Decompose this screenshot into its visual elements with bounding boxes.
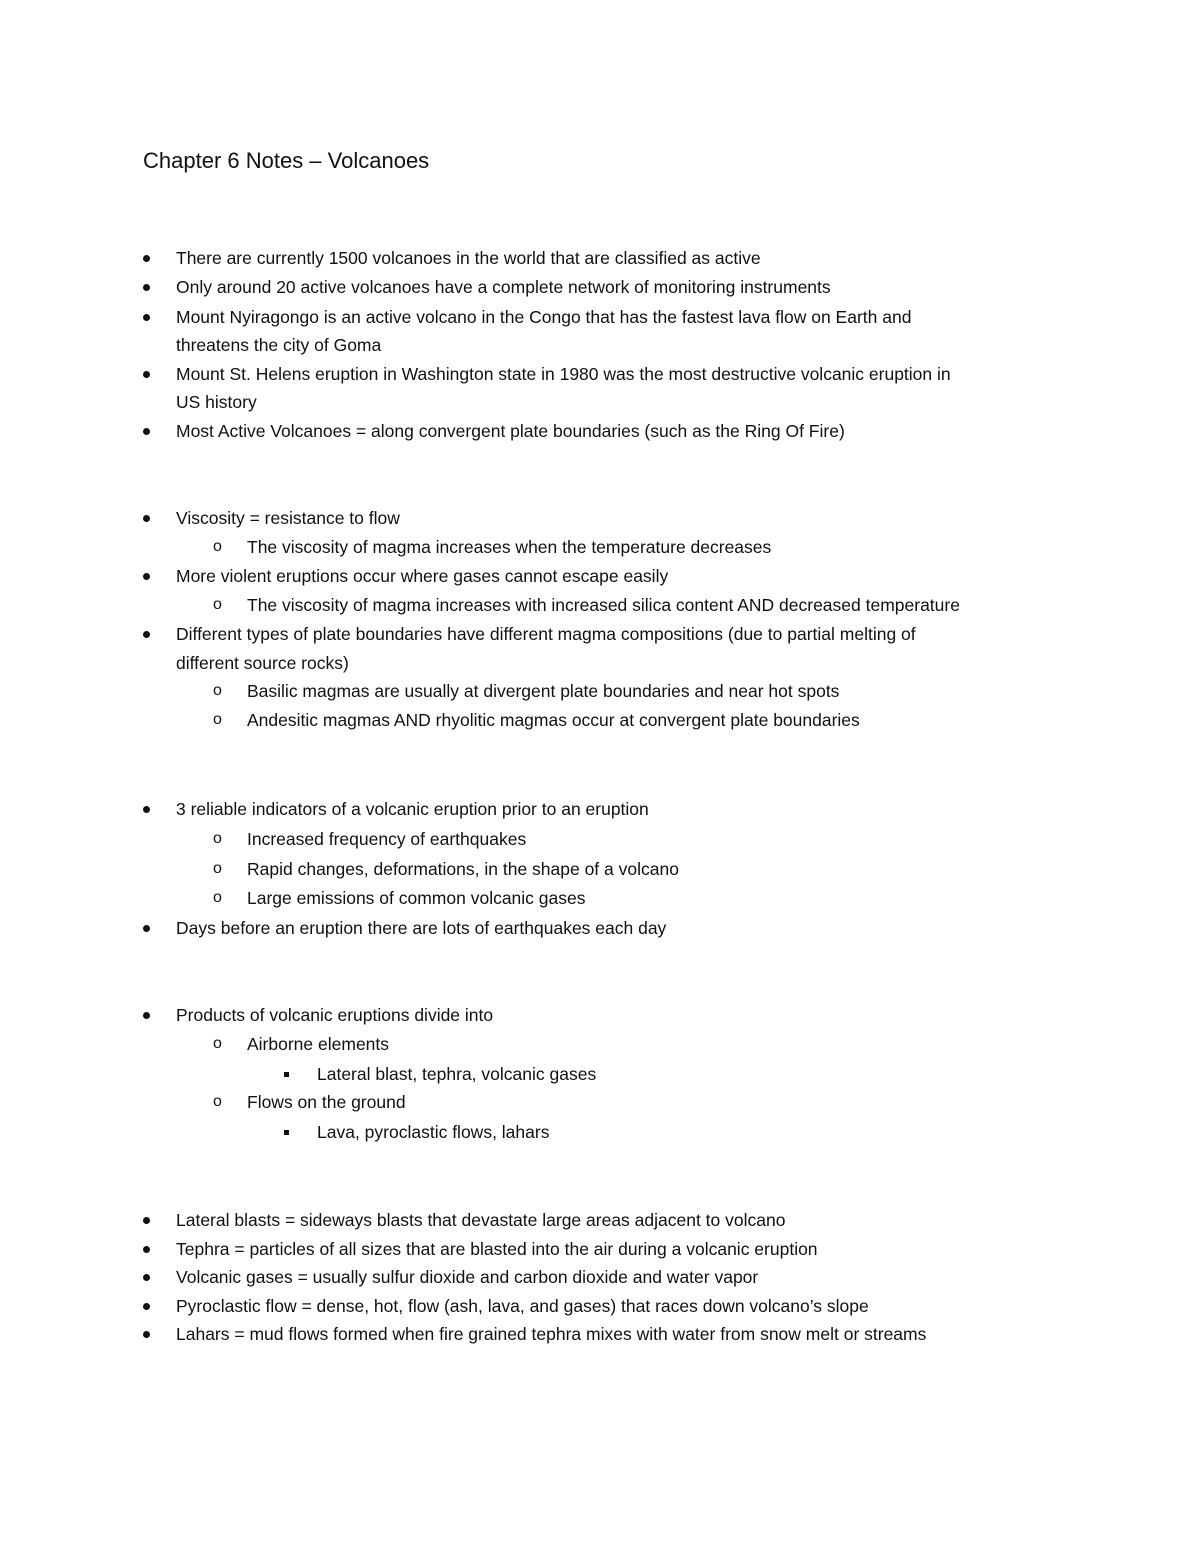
note-line-level-2: Large emissions of common volcanic gases [247, 888, 586, 908]
bullet-dot-icon [143, 419, 153, 443]
note-line-level-1: Pyroclastic flow = dense, hot, flow (ash, lava, and gases) that races down volcano’s slope [176, 1296, 869, 1316]
note-line-level-1: Tephra = particles of all sizes that are blasted into the air during a volcanic eruption [176, 1239, 818, 1259]
bullet-dot-icon [143, 1237, 153, 1261]
note-line-level-2: Andesitic magmas AND rhyolitic magmas occur at convergent plate boundaries [247, 710, 860, 730]
note-line-level-1: Only around 20 active volcanoes have a complete network of monitoring instruments [176, 277, 831, 297]
bullet-dot-icon [143, 1294, 153, 1318]
note-line-level-2: Rapid changes, deformations, in the shape of a volcano [247, 859, 679, 879]
bullet-dot-icon [143, 564, 153, 588]
bullet-dot-icon [143, 506, 153, 530]
note-line-level-1: Lahars = mud flows formed when fire grained tephra mixes with water from snow melt or streams [176, 1324, 927, 1344]
bullet-circle-icon: o [213, 538, 222, 555]
note-line-level-3: Lava, pyroclastic flows, lahars [317, 1122, 550, 1142]
note-line-level-1: There are currently 1500 volcanoes in the world that are classified as active [176, 248, 761, 268]
note-line-level-1: Different types of plate boundaries have different magma compositions (due to partial melting of [176, 624, 916, 644]
bullet-dot-icon [143, 246, 153, 270]
bullet-square-icon [284, 1062, 292, 1086]
bullet-dot-icon [143, 1265, 153, 1289]
note-line-level-3: Lateral blast, tephra, volcanic gases [317, 1064, 597, 1084]
note-line-level-1: Volcanic gases = usually sulfur dioxide and carbon dioxide and water vapor [176, 1267, 759, 1287]
bullet-circle-icon: o [213, 711, 222, 728]
note-line-level-1: Products of volcanic eruptions divide into [176, 1005, 494, 1025]
note-line-level-2: The viscosity of magma increases with increased silica content AND decreased temperature [247, 595, 960, 615]
bullet-circle-icon: o [213, 682, 222, 699]
document-title: Chapter 6 Notes – Volcanoes [143, 148, 430, 173]
note-line-level-2: Increased frequency of earthquakes [247, 829, 527, 849]
bullet-dot-icon [143, 1208, 153, 1232]
note-line-level-2: Basilic magmas are usually at divergent plate boundaries and near hot spots [247, 681, 840, 701]
bullet-dot-icon [143, 1322, 153, 1346]
note-line-level-1: Mount St. Helens eruption in Washington state in 1980 was the most destructive volcanic eruption in [176, 364, 951, 384]
note-line-level-1: Days before an eruption there are lots of earthquakes each day [176, 918, 667, 938]
bullet-dot-icon [143, 916, 153, 940]
note-line-level-1: Most Active Volcanoes = along convergent plate boundaries (such as the Ring Of Fire) [176, 421, 845, 441]
note-line-level-1: 3 reliable indicators of a volcanic eruption prior to an eruption [176, 799, 649, 819]
bullet-dot-icon [143, 275, 153, 299]
bullet-dot-icon [143, 797, 153, 821]
bullet-dot-icon [143, 622, 153, 646]
bullet-square-icon [284, 1120, 292, 1144]
note-line-level-1: US history [176, 392, 257, 412]
bullet-dot-icon [143, 305, 153, 329]
note-line-level-2: Airborne elements [247, 1034, 390, 1054]
bullet-circle-icon: o [213, 889, 222, 906]
note-line-level-1: Viscosity = resistance to flow [176, 508, 400, 528]
bullet-circle-icon: o [213, 860, 222, 877]
note-line-level-1: Mount Nyiragongo is an active volcano in the Congo that has the fastest lava flow on Earth and [176, 307, 912, 327]
note-line-level-1: threatens the city of Goma [176, 335, 382, 355]
bullet-circle-icon: o [213, 1035, 222, 1052]
bullet-circle-icon: o [213, 596, 222, 613]
bullet-circle-icon: o [213, 830, 222, 847]
note-line-level-2: The viscosity of magma increases when the temperature decreases [247, 537, 772, 557]
note-line-level-1: different source rocks) [176, 653, 349, 673]
bullet-dot-icon [143, 362, 153, 386]
bullet-dot-icon [143, 1003, 153, 1027]
bullet-circle-icon: o [213, 1093, 222, 1110]
note-line-level-1: Lateral blasts = sideways blasts that devastate large areas adjacent to volcano [176, 1210, 786, 1230]
note-line-level-1: More violent eruptions occur where gases cannot escape easily [176, 566, 669, 586]
note-line-level-2: Flows on the ground [247, 1092, 406, 1112]
